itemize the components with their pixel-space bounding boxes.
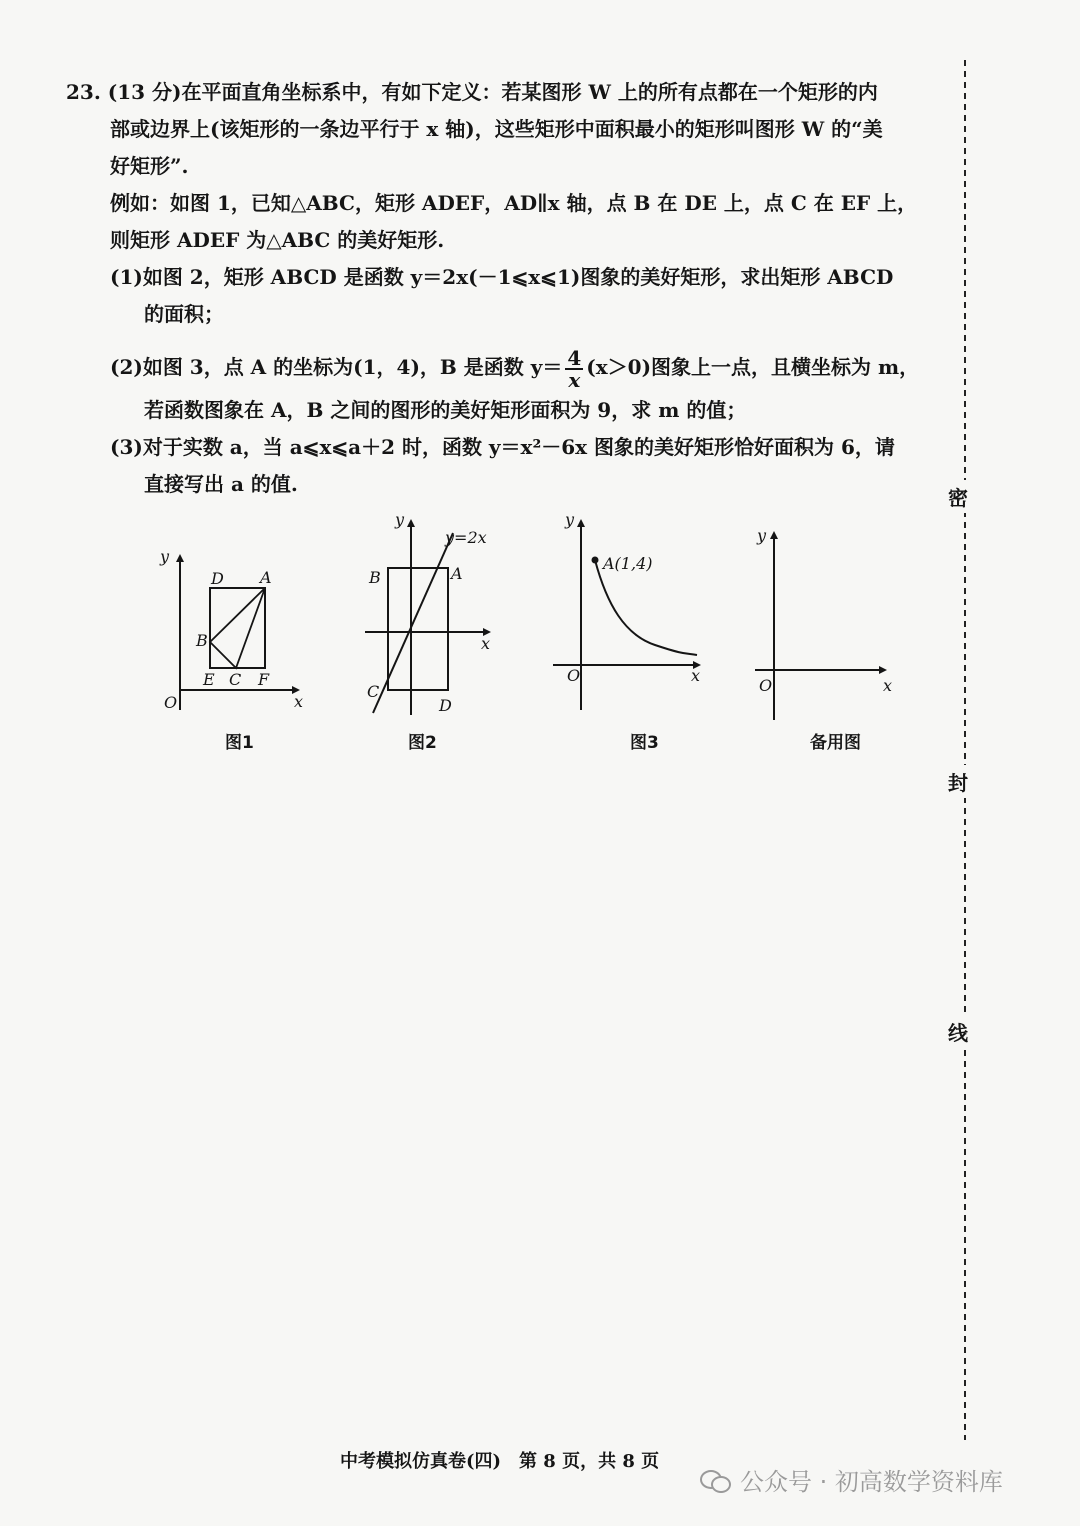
side-mark-xian: 线 (948, 1015, 968, 1048)
rectangle-adef (210, 588, 265, 668)
example-line-2: 则矩形 ADEF 为△ABC 的美好矩形. (110, 228, 445, 252)
stem-line-2: 部或边界上(该矩形的一条边平行于 x 轴)，这些矩形中面积最小的矩形叫图形 W 的“美 (110, 117, 883, 141)
figure-2-caption: 图2 (408, 733, 437, 753)
binding-dashed-line (955, 60, 975, 1440)
watermark (700, 1462, 1003, 1497)
figure-2 (355, 505, 505, 720)
point-a-label: A (260, 568, 272, 587)
fraction-denominator: x (568, 367, 581, 392)
part1-line-1: (1)如图 2，矩形 ABCD 是函数 y＝2x(－1⩽x⩽1)图象的美好矩形，求出矩形 ABCD (110, 265, 894, 289)
point-b-label: B (369, 568, 381, 587)
part1-line-2: 的面积； (144, 302, 224, 326)
figure-3 (545, 505, 715, 715)
point-a-label: A (451, 564, 463, 583)
y-label: y (395, 510, 405, 529)
y-label: y (160, 547, 170, 566)
point-e-label: E (203, 670, 215, 689)
question-block (66, 74, 956, 333)
stem-line-3: 好矩形”. (110, 154, 189, 178)
figure-1-caption: 图1 (225, 733, 254, 753)
point-d-label: D (211, 569, 224, 588)
function-label: y=2x (445, 528, 487, 547)
y-axis-arrow (770, 531, 778, 539)
example-line-1: 例如：如图 1，已知△ABC，矩形 ADEF，AD∥x 轴，点 B 在 DE 上，点 C 在 EF 上， (110, 191, 918, 215)
figure-1 (150, 540, 320, 720)
rectangle-abcd (388, 568, 448, 690)
line-y-2x (373, 533, 453, 713)
part3-line-1: (3)对于实数 a，当 a⩽x⩽a＋2 时，函数 y＝x²－6x 图象的美好矩形恰好面积为 6，请 (110, 435, 895, 459)
side-mark-feng: 封 (948, 765, 968, 798)
origin-label: O (164, 693, 178, 712)
fraction-numerator: 4 (567, 345, 582, 370)
y-label: y (757, 526, 767, 545)
x-label: x (691, 666, 701, 685)
origin-label: O (759, 676, 773, 695)
stem-text: (13 分)在平面直角坐标系中，有如下定义：若某图形 W 上的所有点都在一个矩形的内 (107, 80, 878, 104)
x-label: x (883, 676, 893, 695)
x-label: x (481, 634, 491, 653)
x-axis-arrow (879, 666, 887, 674)
stem-line-1 (66, 74, 956, 111)
point-a (592, 557, 599, 564)
y-axis-arrow (407, 519, 415, 527)
part2-after: (x＞0)图象上一点，且横坐标为 m， (586, 355, 920, 379)
figure-spare (745, 515, 905, 720)
page-footer: 中考模拟仿真卷(四) 第 8 页，共 8 页 (340, 1451, 660, 1472)
part2-before: (2)如图 3，点 A 的坐标为(1，4)，B 是函数 y＝ (110, 355, 563, 379)
wechat-icon (700, 1468, 730, 1492)
y-label: y (565, 510, 575, 529)
figure-3-caption: 图3 (630, 733, 659, 753)
fraction-4-over-x (565, 345, 583, 392)
y-axis-arrow (577, 519, 585, 527)
watermark-text: 公众号 · 初高数学资料库 (740, 1468, 1003, 1496)
curve-y-4-over-x (595, 560, 697, 655)
part3-line-2: 直接写出 a 的值. (144, 472, 298, 496)
part2-block (66, 344, 956, 503)
origin-label: O (567, 666, 581, 685)
part2-line-1 (66, 344, 956, 390)
side-mark-mi: 密 (948, 480, 968, 513)
point-d-label: D (439, 696, 452, 715)
x-label: x (294, 692, 304, 711)
point-b-label: B (196, 631, 208, 650)
figure-spare-caption: 备用图 (810, 733, 861, 753)
point-a-label: A(1,4) (603, 554, 653, 573)
triangle-abc (210, 588, 265, 668)
y-axis-arrow (176, 554, 184, 562)
question-number: 23. (66, 80, 101, 104)
part2-line-2: 若函数图象在 A，B 之间的图形的美好矩形面积为 9，求 m 的值； (144, 398, 747, 422)
point-f-label: F (258, 670, 270, 689)
point-c-label: C (367, 682, 380, 701)
point-c-label: C (229, 670, 242, 689)
